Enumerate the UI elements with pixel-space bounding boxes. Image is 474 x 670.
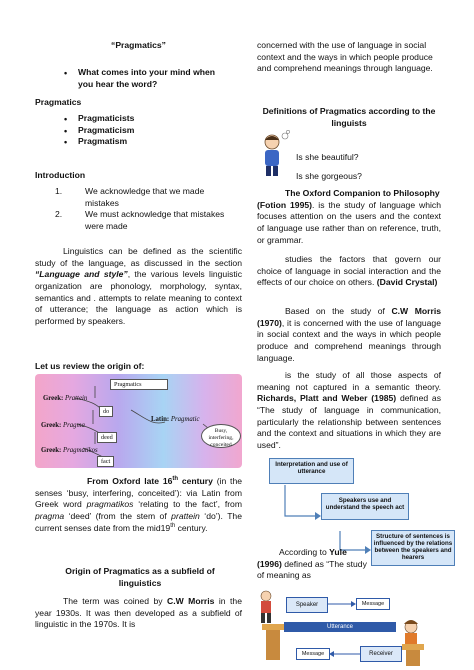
page-title: “Pragmatics”: [111, 40, 166, 50]
intro-list: [55, 186, 232, 233]
yule-paragraph: According to Yule (1996) defined as “The study of meaning as: [257, 547, 367, 581]
flow-box-speech-act: Speakers use and understand the speech act: [321, 493, 409, 520]
flow-box-structure: Structure of sentences is influenced by the relations between the speakers and hearers: [371, 530, 455, 566]
origin-diagram: [35, 374, 242, 468]
oxford-companion-paragraph: The Oxford Companion to Philosophy (Fotion 1995). is the study of language which focuses attention on the users and the context of language use rather than on reference, truth, or grammar.: [257, 188, 441, 245]
message-box-bottom: Message: [296, 648, 330, 660]
origin-deed-box: deed: [97, 432, 117, 443]
pragmatics-item-0: • Pragmaticists: [60, 113, 230, 125]
receiver-box: Receiver: [360, 646, 402, 662]
origin-do-box: do: [99, 406, 113, 417]
receiver-figure-icon: [404, 620, 418, 647]
richards-paragraph: is the study of all those aspects of meaning not captured in a semantic theory. Richards, Platt and Weber (1985) defined as “The study of language in communication, particularly the relationship between sentences and the context and situations in which they are used”.: [257, 370, 441, 451]
communication-diagram: [256, 582, 456, 668]
latin-label: Latin: Pragmatic: [151, 416, 200, 423]
morris-paragraph: Based on the study of C.W Morris (1970), it is concerned with the use of language in social context and the ways in which people produce and comprehend meanings through language.: [257, 306, 441, 363]
definitions-heading: Definitions of Pragmatics according to the linguists: [262, 106, 436, 128]
question-1: Is she beautiful?: [296, 152, 359, 162]
intro-item-1: 2. We must acknowledge that mistakes were made: [55, 209, 225, 232]
origin-fact-box: fact: [97, 456, 114, 467]
question-list: [60, 67, 230, 90]
linguistics-paragraph: Linguistics can be defined as the scientific study of the language, as discussed in the section “Language and style”, the various levels linguistic organization are phonology, morphology, syntax, semantics and . attempts to relate meaning to context of utterance; the language as action which is performed by speakers.: [35, 246, 243, 327]
origin-heading: Let us review the origin of:: [35, 361, 145, 371]
flow-box-interpretation: Interpretation and use of utterance: [269, 458, 354, 484]
oxford-paragraph: From Oxford late 16th century (in the senses ‘busy, interfering, conceited’): via Latin from Greek word pragmatikos ‘relating to the fact’, from pragma ‘deed’ (from the stem of prattein ‘do’). The current senses date from the mid19th century.: [35, 476, 243, 533]
intro-heading: Introduction: [35, 170, 86, 180]
crystal-paragraph: studies the factors that govern our choice of language in social interaction and the effects of our choice on others. (David Crystal): [257, 254, 441, 288]
speaker-figure-icon: [261, 591, 271, 623]
origin-pragmatics-box: Pragmatics: [110, 379, 168, 390]
subfield-heading: Origin of Pragmatics as a subfield of linguistics: [65, 566, 215, 588]
question-2: Is she gorgeous?: [296, 171, 362, 181]
pragmatics-item-2: • Pragmatism: [60, 136, 230, 148]
greek1-label: Greek: Prattein: [43, 395, 88, 402]
continued-paragraph: concerned with the use of language in social context and the ways in which people produce and comprehend meanings through language.: [257, 40, 433, 74]
coined-paragraph: The term was coined by C.W Morris in the year 1930s. It was then developed as a subfield of linguistic in the 1970s. It is: [35, 596, 242, 630]
pragmatics-heading: Pragmatics: [35, 97, 82, 107]
intro-item-0: 1. We acknowledge that we made mistakes: [55, 186, 205, 208]
greek3-label: Greek: Pragmatikos: [41, 447, 98, 454]
message-box-top: Message: [356, 598, 390, 610]
greek2-label: Greek: Pragma: [41, 422, 85, 429]
thinking-person-icon: [258, 130, 292, 178]
pragmatics-list: [60, 113, 230, 148]
utterance-bar: Utterance: [284, 622, 396, 632]
speaker-box: Speaker: [286, 597, 328, 613]
origin-meaning-oval: Busy, interfering, conceited: [201, 424, 241, 448]
question-bullet: • What comes into your mind when you hear the word?: [60, 67, 230, 90]
pragmatics-item-1: • Pragmaticism: [60, 125, 230, 137]
